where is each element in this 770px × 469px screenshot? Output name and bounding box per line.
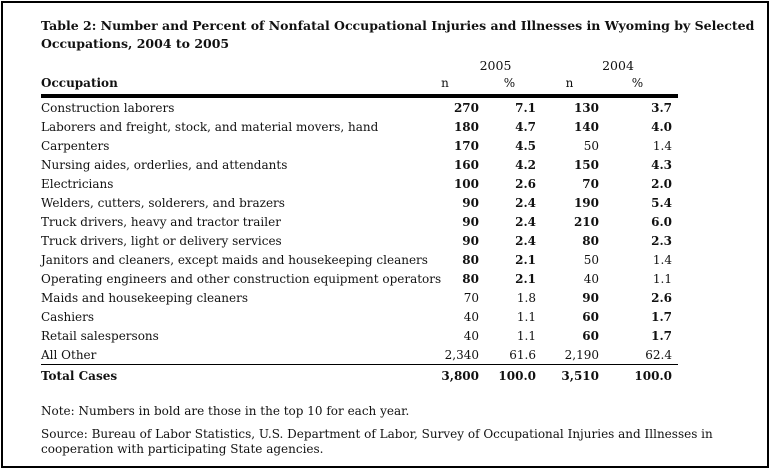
occupation-cell: Truck drivers, heavy and tractor trailer xyxy=(41,214,281,229)
n-2004-cell: 140 xyxy=(573,119,599,134)
table-row xyxy=(41,269,678,288)
column-header-pct-2005: % xyxy=(483,75,540,96)
pct-2004-cell: 62.4 xyxy=(645,347,672,362)
table-row xyxy=(41,174,678,193)
pct-2005-cell: 61.6 xyxy=(509,347,536,362)
table-row xyxy=(41,250,678,269)
table-row xyxy=(41,136,678,155)
source-text-line-1: Source: Bureau of Labor Statistics, U.S. Department of Labor, Survey of Occupational Injuries and Illnesses in xyxy=(41,427,713,441)
source-text xyxy=(41,427,729,457)
n-2004-cell: 210 xyxy=(573,214,599,229)
table-row xyxy=(41,212,678,231)
document-page xyxy=(1,1,769,468)
occupation-cell: Janitors and cleaners, except maids and housekeeping cleaners xyxy=(41,252,428,267)
occupation-cell: Operating engineers and other construction equipment operators xyxy=(41,271,442,286)
table-row xyxy=(41,155,678,174)
n-2004-cell: 50 xyxy=(583,252,599,267)
year-header-2004: 2004 xyxy=(602,58,634,73)
year-header-2005: 2005 xyxy=(479,58,512,73)
total-label: Total Cases xyxy=(41,365,411,387)
injuries-illnesses-table xyxy=(41,58,678,386)
pct-2005-cell: 1.8 xyxy=(516,290,536,305)
pct-2005-cell: 2.1 xyxy=(515,252,536,267)
pct-2004-cell: 6.0 xyxy=(651,214,672,229)
source-text-line-2: cooperation with participating State agencies. xyxy=(41,442,324,456)
pct-2005-cell: 2.4 xyxy=(515,195,536,210)
column-header-row xyxy=(41,75,678,96)
n-2004-cell: 60 xyxy=(582,328,599,343)
table-body xyxy=(41,96,678,365)
pct-2004-cell: 2.0 xyxy=(651,176,672,191)
pct-2004-cell: 4.3 xyxy=(651,157,672,172)
occupation-cell: Construction laborers xyxy=(41,100,175,115)
n-2004-cell: 2,190 xyxy=(564,347,599,362)
pct-2005-cell: 1.1 xyxy=(516,309,536,324)
occupation-cell: Carpenters xyxy=(41,138,110,153)
n-2004-cell: 70 xyxy=(582,176,599,191)
total-n-2005: 3,800 xyxy=(411,365,483,387)
n-2005-cell: 180 xyxy=(453,119,479,134)
pct-2004-cell: 4.0 xyxy=(651,119,672,134)
table-row xyxy=(41,326,678,345)
n-2005-cell: 90 xyxy=(462,214,479,229)
pct-2005-cell: 2.1 xyxy=(515,271,536,286)
occupation-cell: Nursing aides, orderlies, and attendants xyxy=(41,157,288,172)
pct-2004-cell: 2.3 xyxy=(651,233,672,248)
occupation-cell: Welders, cutters, solderers, and brazers xyxy=(41,195,285,210)
pct-2005-cell: 7.1 xyxy=(515,100,536,115)
pct-2005-cell: 1.1 xyxy=(516,328,536,343)
total-row xyxy=(41,365,678,387)
n-2005-cell: 80 xyxy=(462,271,479,286)
n-2005-cell: 70 xyxy=(463,290,479,305)
table-row xyxy=(41,288,678,307)
pct-2005-cell: 2.4 xyxy=(515,214,536,229)
occupation-cell: Maids and housekeeping cleaners xyxy=(41,290,249,305)
n-2004-cell: 190 xyxy=(573,195,599,210)
n-2004-cell: 80 xyxy=(582,233,599,248)
pct-2005-cell: 4.7 xyxy=(515,119,536,134)
total-n-2004: 3,510 xyxy=(540,365,603,387)
table-row xyxy=(41,193,678,212)
n-2005-cell: 100 xyxy=(453,176,479,191)
pct-2004-cell: 1.7 xyxy=(651,309,672,324)
table-row xyxy=(41,307,678,326)
table-row xyxy=(41,117,678,136)
table-caption-line-1: Table 2: Number and Percent of Nonfatal Occupational Injuries and Illnesses in Wyoming by Selected xyxy=(41,18,755,33)
pct-2004-cell: 1.4 xyxy=(652,252,672,267)
n-2005-cell: 40 xyxy=(463,328,479,343)
pct-2005-cell: 2.6 xyxy=(515,176,536,191)
table-caption xyxy=(41,17,755,53)
pct-2005-cell: 4.5 xyxy=(515,138,536,153)
n-2004-cell: 50 xyxy=(583,138,599,153)
column-header-occupation: Occupation xyxy=(41,75,411,96)
n-2004-cell: 90 xyxy=(582,290,599,305)
n-2004-cell: 40 xyxy=(583,271,599,286)
n-2005-cell: 90 xyxy=(462,195,479,210)
pct-2005-cell: 4.2 xyxy=(515,157,536,172)
n-2005-cell: 160 xyxy=(453,157,479,172)
occupation-cell: Electricians xyxy=(41,176,114,191)
total-pct-2005: 100.0 xyxy=(483,365,540,387)
occupation-cell: Cashiers xyxy=(41,309,95,324)
table-row xyxy=(41,231,678,250)
pct-2004-cell: 1.4 xyxy=(652,138,672,153)
n-2005-cell: 80 xyxy=(462,252,479,267)
n-2005-cell: 40 xyxy=(463,309,479,324)
occupation-cell: Laborers and freight, stock, and material movers, hand xyxy=(41,119,379,134)
occupation-cell: Truck drivers, light or delivery services xyxy=(41,233,282,248)
n-2004-cell: 130 xyxy=(573,100,599,115)
pct-2004-cell: 5.4 xyxy=(651,195,672,210)
table-row xyxy=(41,345,678,365)
pct-2004-cell: 3.7 xyxy=(651,100,672,115)
column-header-n-2005: n xyxy=(411,75,483,96)
column-header-n-2004: n xyxy=(540,75,603,96)
n-2004-cell: 150 xyxy=(573,157,599,172)
table-row xyxy=(41,96,678,117)
total-pct-2004: 100.0 xyxy=(603,365,678,387)
occupation-cell: Retail salespersons xyxy=(41,328,159,343)
pct-2004-cell: 1.1 xyxy=(652,271,672,286)
column-header-pct-2004: % xyxy=(603,75,678,96)
note-text: Note: Numbers in bold are those in the top 10 for each year. xyxy=(41,404,410,418)
table-caption-line-2: Occupations, 2004 to 2005 xyxy=(41,36,230,51)
year-header-spacer xyxy=(41,58,411,75)
n-2005-cell: 90 xyxy=(462,233,479,248)
pct-2004-cell: 2.6 xyxy=(651,290,672,305)
year-header-row xyxy=(41,58,678,75)
pct-2005-cell: 2.4 xyxy=(515,233,536,248)
n-2004-cell: 60 xyxy=(582,309,599,324)
n-2005-cell: 170 xyxy=(453,138,479,153)
n-2005-cell: 270 xyxy=(453,100,479,115)
n-2005-cell: 2,340 xyxy=(444,347,479,362)
occupation-cell: All Other xyxy=(41,347,97,362)
pct-2004-cell: 1.7 xyxy=(651,328,672,343)
